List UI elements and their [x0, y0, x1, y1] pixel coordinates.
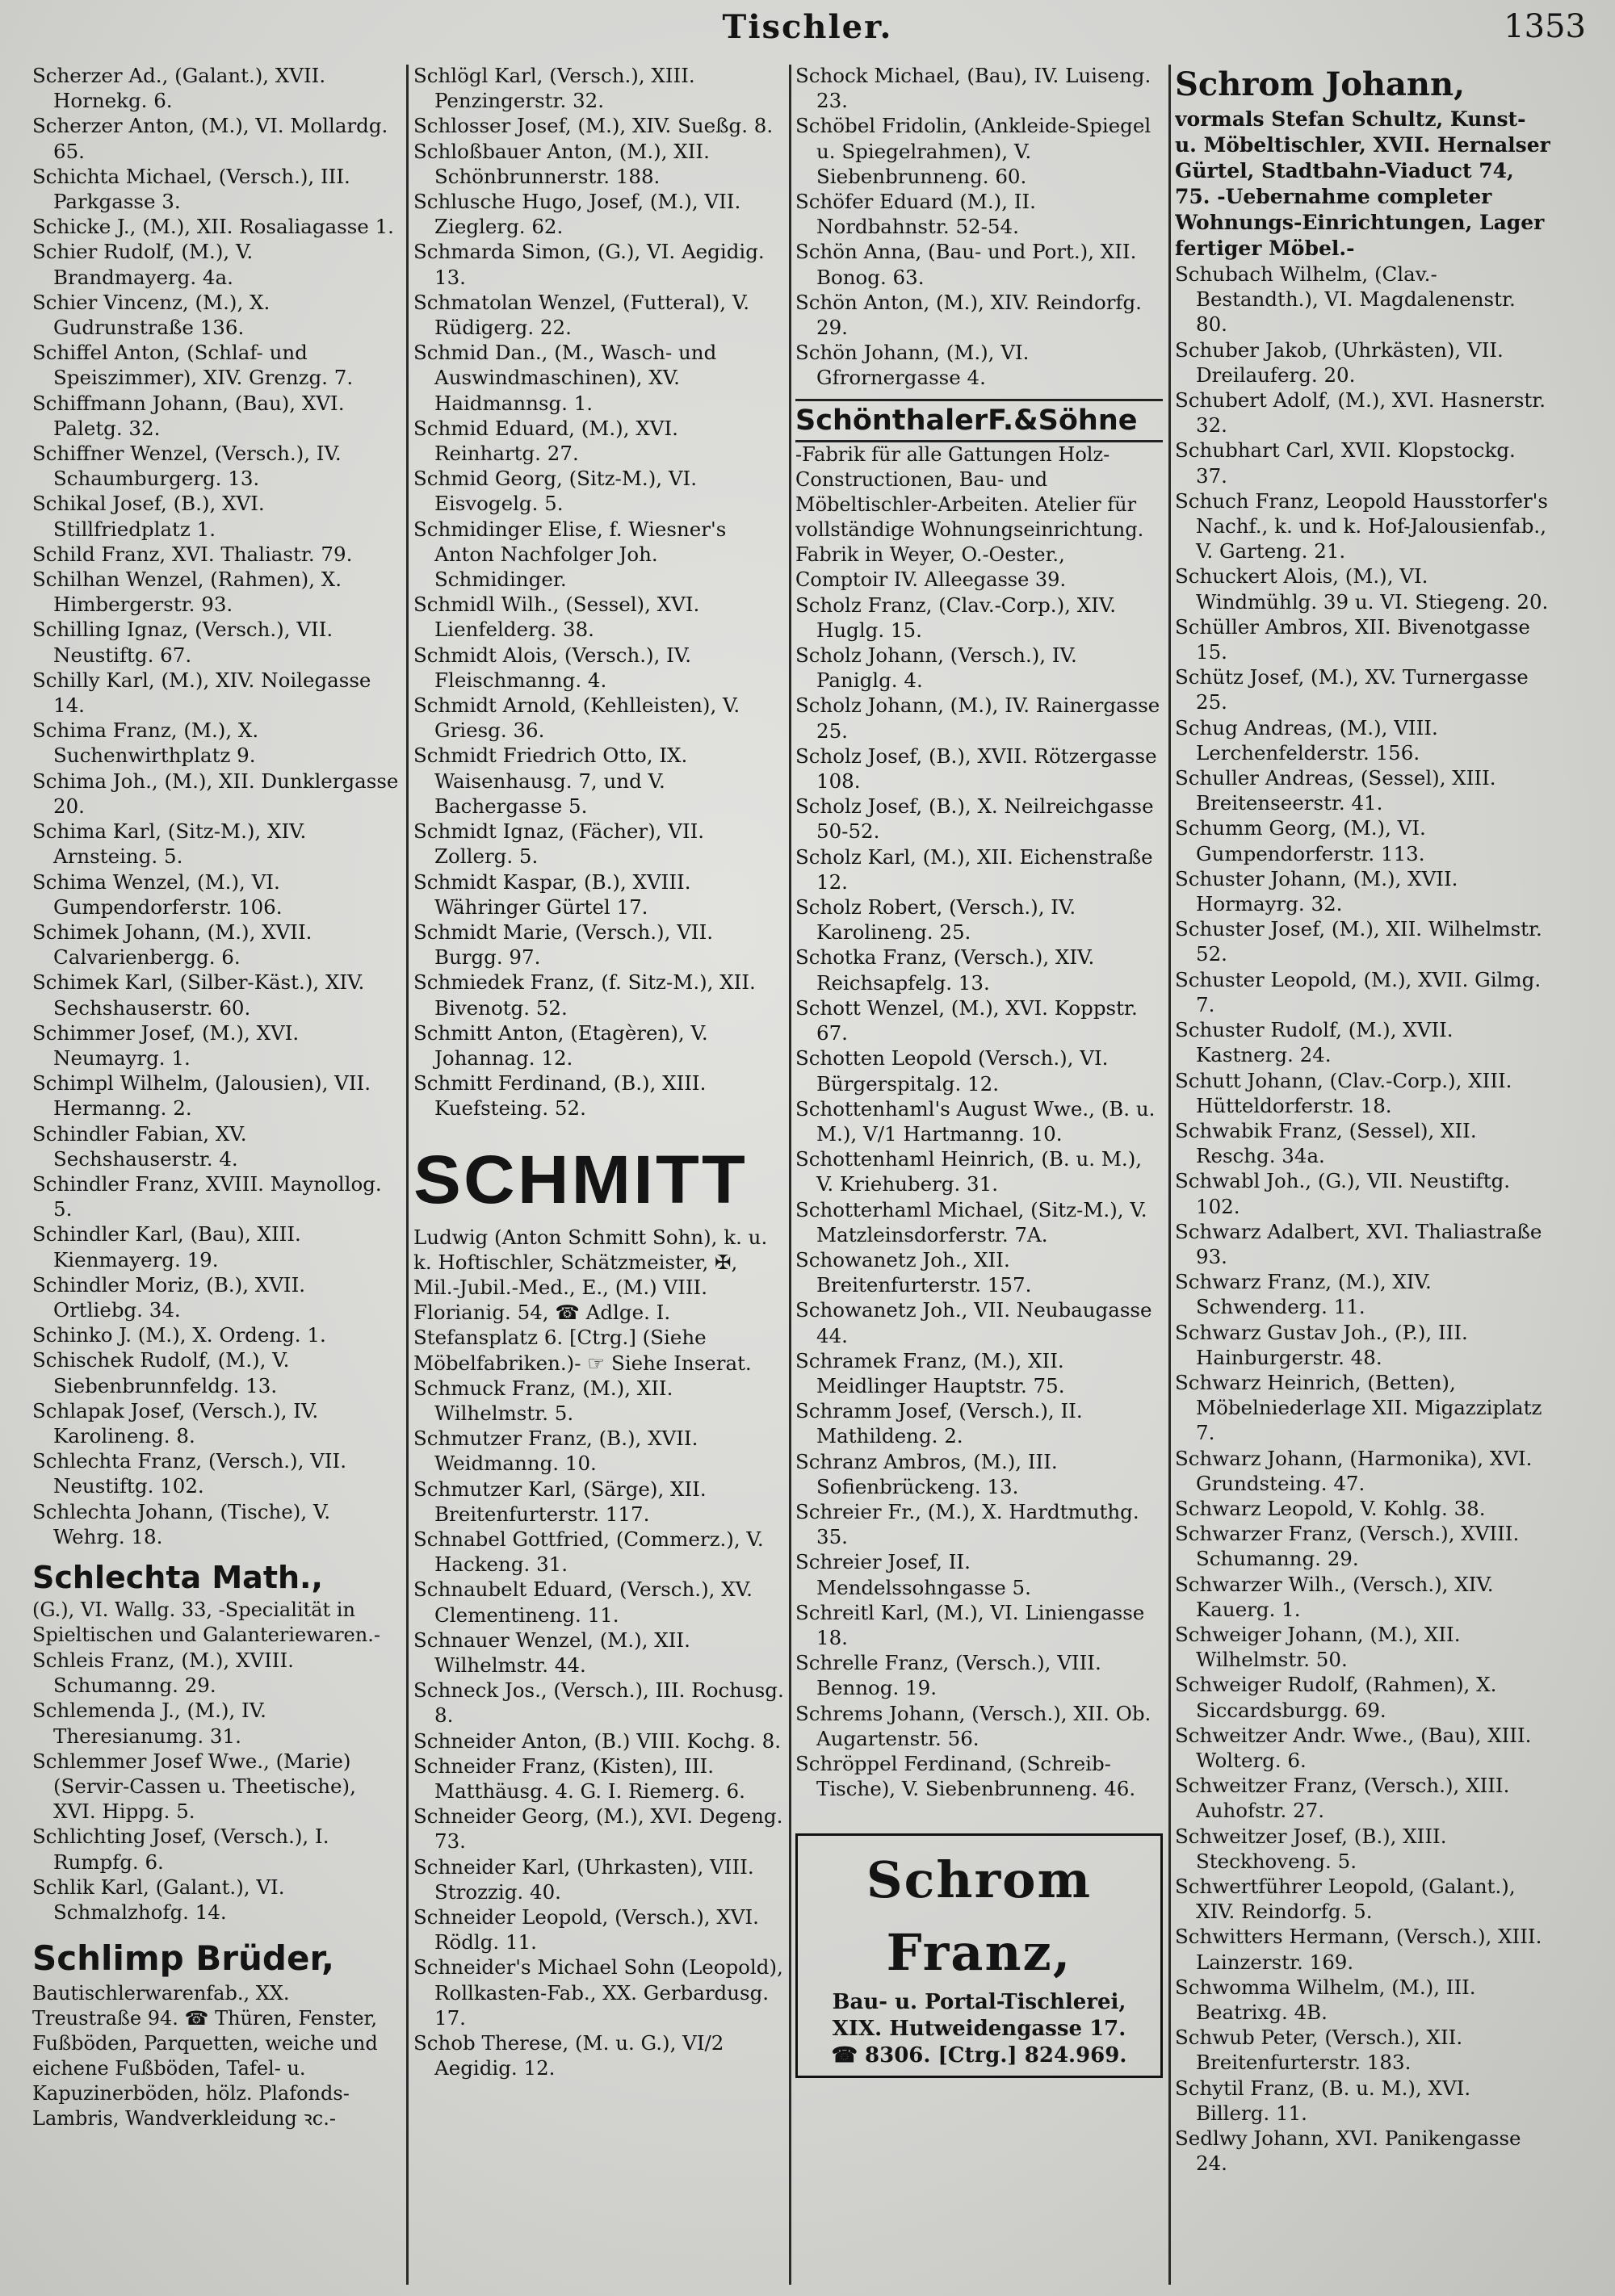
- directory-entry: Schlögl Karl, (Versch.), XIII. Penzingerstr. 32.: [413, 64, 695, 113]
- directory-entry: Scholz Johann, (Versch.), IV. Paniglg. 4.: [795, 643, 1077, 693]
- directory-entry: Schwertführer Leopold, (Galant.), XIV. Reindorfg. 5.: [1175, 1875, 1516, 1924]
- directory-entry: Scholz Josef, (B.), XVII. Rötzergasse 108.: [795, 744, 1157, 794]
- directory-entry: Schuster Leopold, (M.), XVII. Gilmg. 7.: [1175, 967, 1542, 1016]
- directory-entry: Schiffel Anton, (Schlaf- und Speiszimmer), XIV. Grenzg. 7.: [32, 341, 354, 390]
- directory-entry: Schweiger Rudolf, (Rahmen), X. Siccardsburgg. 69.: [1175, 1673, 1497, 1722]
- advert-text: vormals Stefan Schultz, Kunst- u. Möbeltischler, XVII. Hernalser Gürtel, Stadtbahn-Viaduct 74, 75. -Uebernahme completer Wohnungs-Einrichtungen, Lager fertiger Möbel.-: [1175, 107, 1550, 260]
- directory-entry: Schmatolan Wenzel, (Futteral), V. Rüdigerg. 22.: [413, 290, 750, 340]
- advert-schlimp: [32, 1936, 400, 2131]
- directory-entry: Schlemenda J., (M.), IV. Theresianumg. 31.: [32, 1699, 266, 1748]
- column-divider: [789, 65, 791, 2285]
- directory-entry: Schmidt Arnold, (Kehlleisten), V. Griesg. 36.: [413, 693, 740, 743]
- directory-entry: Schmidt Friedrich Otto, IX. Waisenhausg. 7, und V. Bachergasse 5.: [413, 744, 688, 818]
- directory-entry: Schuller Andreas, (Sessel), XIII. Breitenseerstr. 41.: [1175, 766, 1496, 815]
- directory-entry: Schröppel Ferdinand, (Schreib-Tische), V. Siebenbrunneng. 46.: [795, 1751, 1136, 1801]
- directory-entry: Schmidt Marie, (Versch.), VII. Burgg. 97.: [413, 920, 714, 970]
- directory-entry: Schilly Karl, (M.), XIV. Noilegasse 14.: [32, 668, 371, 718]
- directory-entry: Schramek Franz, (M.), XII. Meidlinger Hauptstr. 75.: [795, 1348, 1065, 1397]
- directory-entry: Schier Rudolf, (M.), V. Brandmayerg. 4a.: [32, 240, 254, 289]
- directory-entry: Schwarzer Wilh., (Versch.), XIV. Kauerg. 1.: [1175, 1572, 1494, 1621]
- advert-schrom-johann: [1175, 63, 1550, 262]
- directory-entry: Scholz Johann, (M.), IV. Rainergasse 25.: [795, 693, 1160, 743]
- directory-entry: Schneider Karl, (Uhrkasten), VIII. Strozzig. 40.: [413, 1854, 754, 1904]
- directory-entry: Schmiedek Franz, (f. Sitz-M.), XII. Bivenotg. 52.: [413, 970, 756, 1020]
- directory-entry: Schlusche Hugo, Josef, (M.), VII. Zieglerg. 62.: [413, 190, 741, 239]
- directory-entry: Schindler Franz, XVIII. Maynollog. 5.: [32, 1171, 382, 1221]
- column-3: [795, 63, 1163, 2275]
- directory-entry: Schubert Adolf, (M.), XVI. Hasnerstr. 32.: [1175, 388, 1546, 438]
- page-title: Tischler.: [722, 8, 893, 46]
- directory-entry: Schotten Leopold (Versch.), VI. Bürgerspitalg. 12.: [795, 1046, 1109, 1096]
- column-divider: [1168, 65, 1171, 2285]
- directory-entry: Schubach Wilhelm, (Clav.-Bestandth.), VI. Magdalenenstr. 80.: [1175, 262, 1516, 337]
- directory-entry: Schramm Josef, (Versch.), II. Mathildeng. 2.: [795, 1399, 1083, 1448]
- directory-entry: Schilhan Wenzel, (Rahmen), X. Himbergerstr. 93.: [32, 568, 342, 617]
- advert-schlechta: [32, 1557, 400, 1648]
- directory-entry: Schön Anna, (Bau- und Port.), XII. Bonog. 63.: [795, 240, 1137, 289]
- entry-list: [413, 1376, 785, 2081]
- directory-entry: Schowanetz Joh., XII. Breitenfurterstr. 157.: [795, 1247, 1032, 1297]
- directory-entry: Schmidt Kaspar, (B.), XVIII. Währinger Gürtel 17.: [413, 869, 691, 919]
- directory-entry: Schmutzer Karl, (Särge), XII. Breitenfurterstr. 117.: [413, 1477, 707, 1526]
- advert-heading: SchönthalerF.&Söhne: [795, 399, 1163, 442]
- directory-entry: Schima Joh., (M.), XII. Dunklergasse 20.: [32, 769, 399, 818]
- directory-entry: Scholz Karl, (M.), XII. Eichenstraße 12.: [795, 844, 1153, 894]
- directory-entry: Scholz Robert, (Versch.), IV. Karolineng. 25.: [795, 895, 1076, 945]
- directory-entry: Schott Wenzel, (M.), XVI. Koppstr. 67.: [795, 995, 1138, 1045]
- directory-entry: Schleis Franz, (M.), XVIII. Schumanng. 29.: [32, 1648, 294, 1698]
- directory-entry: Schweiger Johann, (M.), XII. Wilhelmstr. 50.: [1175, 1622, 1461, 1672]
- directory-entry: Schlechta Johann, (Tische), V. Wehrg. 18.: [32, 1499, 331, 1548]
- directory-entry: Schwarz Franz, (M.), XIV. Schwenderg. 11.: [1175, 1270, 1432, 1319]
- entry-list: [32, 63, 400, 1549]
- advert-heading: Schrom Johann,: [1175, 65, 1466, 103]
- directory-entry: Schlechta Franz, (Versch.), VII. Neustiftg. 102.: [32, 1449, 346, 1498]
- directory-entry: Schmidl Wilh., (Sessel), XVI. Lienfelderg. 38.: [413, 593, 700, 642]
- directory-entry: Schneck Jos., (Versch.), III. Rochusg. 8.: [413, 1678, 784, 1728]
- directory-entry: Schiffner Wenzel, (Versch.), IV. Schaumburgerg. 13.: [32, 442, 342, 491]
- directory-entry: Schön Anton, (M.), XIV. Reindorfg. 29.: [795, 290, 1142, 340]
- advert-line: XIX. Hutweidengasse 17.: [832, 2017, 1126, 2042]
- directory-entry: Schöbel Fridolin, (Ankleide-Spiegel u. Spiegelrahmen), V. Siebenbrunneng. 60.: [795, 114, 1151, 188]
- directory-entry: Schob Therese, (M. u. G.), VI/2 Aegidig. 12.: [413, 2031, 724, 2080]
- directory-entry: Schuster Johann, (M.), XVII. Hormayrg. 32.: [1175, 866, 1458, 916]
- directory-entry: Schwarz Johann, (Harmonika), XVI. Grundsteing. 47.: [1175, 1446, 1533, 1495]
- directory-entry: Schubhart Carl, XVII. Klopstockg. 37.: [1175, 438, 1516, 488]
- directory-entry: Schwabik Franz, (Sessel), XII. Reschg. 34a.: [1175, 1118, 1477, 1168]
- directory-entry: Schmidt Alois, (Versch.), IV. Fleischmanng. 4.: [413, 643, 692, 692]
- directory-entry: Schwabl Joh., (G.), VII. Neustiftg. 102.: [1175, 1169, 1511, 1218]
- directory-entry: Schikal Josef, (B.), XVI. Stillfriedplatz 1.: [32, 492, 265, 541]
- directory-entry: Schütz Josef, (M.), XV. Turnergasse 25.: [1175, 665, 1529, 714]
- directory-entry: Schmitt Ferdinand, (B.), XIII. Kuefsteing. 52.: [413, 1071, 707, 1121]
- directory-entry: Schotka Franz, (Versch.), XIV. Reichsapfelg. 13.: [795, 945, 1095, 995]
- directory-entry: Schimmer Josef, (M.), XVI. Neumayrg. 1.: [32, 1020, 300, 1070]
- directory-entry: Schnauer Wenzel, (M.), XII. Wilhelmstr. 44.: [413, 1628, 690, 1677]
- directory-entry: Schock Michael, (Bau), IV. Luiseng. 23.: [795, 64, 1151, 113]
- directory-entry: Schima Karl, (Sitz-M.), XIV. Arnsteing. 5.: [32, 819, 307, 869]
- directory-entry: Schloßbauer Anton, (M.), XII. Schönbrunnerstr. 188.: [413, 139, 710, 188]
- directory-entry: Schranz Ambros, (M.), III. Sofienbrückeng. 13.: [795, 1449, 1058, 1498]
- directory-entry: Scherzer Ad., (Galant.), XVII. Hornekg. 6.: [32, 64, 326, 113]
- directory-entry: Schüller Ambros, XII. Bivenotgasse 15.: [1175, 614, 1530, 664]
- directory-entry: Schlapak Josef, (Versch.), IV. Karolineng. 8.: [32, 1398, 319, 1448]
- entry-list: [1175, 262, 1550, 2176]
- directory-entry: Schiffmann Johann, (Bau), XVI. Paletg. 32.: [32, 391, 345, 440]
- advert-heading: Schlimp Brüder,: [32, 1938, 334, 1979]
- directory-entry: Schmid Eduard, (M.), XVI. Reinhartg. 27.: [413, 416, 678, 466]
- column-2: [413, 63, 785, 2275]
- directory-entry: Schreitl Karl, (M.), VI. Liniengasse 18.: [795, 1600, 1145, 1649]
- directory-entry: Schischek Rudolf, (M.), V. Siebenbrunnfeldg. 13.: [32, 1348, 290, 1397]
- column-4: [1175, 63, 1550, 2275]
- directory-entry: Schmutzer Franz, (B.), XVII. Weidmanng. 10.: [413, 1427, 698, 1476]
- directory-entry: Schinko J. (M.), X. Ordeng. 1.: [32, 1323, 326, 1347]
- directory-entry: Schmitt Anton, (Etagèren), V. Johannag. 12.: [413, 1020, 708, 1070]
- column-divider: [406, 65, 409, 2285]
- directory-entry: Schmarda Simon, (G.), VI. Aegidig. 13.: [413, 240, 765, 289]
- directory-entry: Schmid Dan., (M., Wasch- und Auswindmaschinen), XV. Haidmannsg. 1.: [413, 341, 717, 415]
- directory-entry: Schweitzer Franz, (Versch.), XIII. Auhofstr. 27.: [1175, 1774, 1510, 1823]
- entry-list: [413, 63, 785, 1121]
- directory-entry: Schwomma Wilhelm, (M.), III. Beatrixg. 4B.: [1175, 1975, 1476, 2025]
- directory-entry: Schmuck Franz, (M.), XII. Wilhelmstr. 5.: [413, 1376, 673, 1425]
- directory-entry: Schmidinger Elise, f. Wiesner's Anton Nachfolger Joh. Schmidinger.: [413, 517, 727, 592]
- directory-entry: Schytil Franz, (B. u. M.), XVI. Billerg. 11.: [1175, 2076, 1471, 2125]
- advert-heading: Schrom Franz,: [866, 1850, 1093, 1983]
- advert-text: Ludwig (Anton Schmitt Sohn), k. u. k. Hoftischler, Schätzmeister, ✠, Mil.-Jubil.-Med., E., (M.) VIII. Florianig. 54, ☎ Adlge. I. Stefansplatz 6. [Ctrg.] (Siehe Möbelfabriken.)- ☞ Siehe Inserat.: [413, 1225, 768, 1375]
- directory-entry: Schneider's Michael Sohn (Leopold), Rollkasten-Fab., XX. Gerbardusg. 17.: [413, 1955, 783, 2030]
- entry-list: [795, 63, 1163, 391]
- directory-entry: Schimek Karl, (Silber-Käst.), XIV. Sechshauserstr. 60.: [32, 970, 365, 1020]
- directory-entry: Schumm Georg, (M.), VI. Gumpendorferstr. 113.: [1175, 816, 1426, 865]
- directory-entry: Schnaubelt Eduard, (Versch.), XV. Clementineng. 11.: [413, 1577, 753, 1627]
- directory-entry: Schuckert Alois, (M.), VI. Windmühlg. 39 u. VI. Stiegeng. 20.: [1175, 564, 1549, 614]
- advert-text: Bautischlerwarenfab., XX. Treustraße 94. ☎ Thüren, Fenster, Fußböden, Parquetten, weiche und eichene Fußböden, Tafel- u. Kapuzinerböden, hölz. Plafonds-Lambris, Wandverkleidung ꝛc.-: [32, 1982, 378, 2131]
- page-number: 1353: [1504, 8, 1586, 45]
- directory-entry: Schowanetz Joh., VII. Neubaugasse 44.: [795, 1298, 1152, 1347]
- directory-entry: Schima Franz, (M.), X. Suchenwirthplatz 9.: [32, 719, 259, 768]
- advert-schrom-franz: [795, 1833, 1163, 2078]
- directory-entry: Schindler Moriz, (B.), XVII. Ortliebg. 34.: [32, 1272, 306, 1322]
- advert-text: (G.), VI. Wallg. 33, -Specialität in Spieltischen und Galanteriewaren.-: [32, 1598, 380, 1646]
- directory-entry: Schweitzer Josef, (B.), XIII. Steckhoveng. 5.: [1175, 1824, 1447, 1873]
- directory-entry: Schwub Peter, (Versch.), XII. Breitenfurterstr. 183.: [1175, 2026, 1463, 2075]
- directory-entry: Schneider Franz, (Kisten), III. Matthäusg. 4. G. I. Riemerg. 6.: [413, 1753, 745, 1803]
- directory-entry: Sedlwy Johann, XVI. Panikengasse 24.: [1175, 2126, 1521, 2176]
- directory-entry: Schnabel Gottfried, (Commerz.), V. Hackeng. 31.: [413, 1527, 764, 1577]
- directory-entry: Schutt Johann, (Clav.-Corp.), XIII. Hütteldorferstr. 18.: [1175, 1068, 1512, 1117]
- advert-schmitt: [413, 1139, 785, 1376]
- directory-entry: Schön Johann, (M.), VI. Gfrornergasse 4.: [795, 341, 1030, 390]
- directory-entry: Schottenhaml Heinrich, (B. u. M.), V. Kriehuberg. 31.: [795, 1147, 1143, 1196]
- advert-heading: Schlechta Math.,: [32, 1559, 323, 1595]
- directory-entry: Schild Franz, XVI. Thaliastr. 79.: [32, 542, 353, 566]
- directory-entry: Schuster Rudolf, (M.), XVII. Kastnerg. 24.: [1175, 1018, 1454, 1067]
- directory-entry: Schwitters Hermann, (Versch.), XIII. Lainzerstr. 169.: [1175, 1925, 1542, 1974]
- directory-entry: Schindler Karl, (Bau), XIII. Kienmayerg. 19.: [32, 1222, 301, 1272]
- directory-entry: Schimek Johann, (M.), XVII. Calvarienbergg. 6.: [32, 920, 313, 970]
- directory-entry: Schneider Leopold, (Versch.), XVI. Rödlg. 11.: [413, 1905, 759, 1955]
- directory-entry: Schicke J., (M.), XII. Rosaliagasse 1.: [32, 215, 394, 239]
- directory-entry: Schimpl Wilhelm, (Jalousien), VII. Hermanng. 2.: [32, 1071, 371, 1121]
- directory-entry: Schrelle Franz, (Versch.), VIII. Bennog. 19.: [795, 1651, 1101, 1700]
- directory-entry: Schneider Georg, (M.), XVI. Degeng. 73.: [413, 1804, 783, 1854]
- advert-schoenthaler: [795, 399, 1163, 593]
- entry-list: [32, 1648, 400, 1925]
- directory-entry: Schindler Fabian, XV. Sechshauserstr. 4.: [32, 1121, 247, 1171]
- directory-entry: Schima Wenzel, (M.), VI. Gumpendorferstr. 106.: [32, 869, 283, 919]
- directory-entry: Schuster Josef, (M.), XII. Wilhelmstr. 52.: [1175, 917, 1542, 966]
- directory-entry: Schwarzer Franz, (Versch.), XVIII. Schumanng. 29.: [1175, 1522, 1520, 1571]
- directory-entry: Schwarz Gustav Joh., (P.), III. Hainburgerstr. 48.: [1175, 1320, 1468, 1369]
- directory-entry: Schug Andreas, (M.), VIII. Lerchenfelderstr. 156.: [1175, 715, 1438, 765]
- directory-entry: Scherzer Anton, (M.), VI. Mollardg. 65.: [32, 114, 388, 163]
- advert-line: Bau- u. Portal-Tischlerei,: [832, 1990, 1126, 2015]
- directory-entry: Schotterhaml Michael, (Sitz-M.), V. Matzleinsdorferstr. 7A.: [795, 1197, 1147, 1246]
- column-1: [32, 63, 400, 2275]
- directory-entry: Schottenhaml's August Wwe., (B. u. M.), V/1 Hartmanng. 10.: [795, 1096, 1156, 1146]
- directory-entry: Schlosser Josef, (M.), XIV. Sueßg. 8.: [413, 114, 774, 138]
- directory-entry: Schuber Jakob, (Uhrkästen), VII. Dreilauferg. 20.: [1175, 337, 1504, 387]
- directory-entry: Schneider Anton, (B.) VIII. Kochg. 8.: [413, 1728, 782, 1753]
- directory-entry: Schlichting Josef, (Versch.), I. Rumpfg. 6.: [32, 1825, 329, 1874]
- directory-entry: Schlemmer Josef Wwe., (Marie)(Servir-Cassen u. Theetische), XVI. Hippg. 5.: [32, 1749, 356, 1824]
- directory-entry: Schöfer Eduard (M.), II. Nordbahnstr. 52-54.: [795, 190, 1036, 239]
- directory-entry: Schweitzer Andr. Wwe., (Bau), XIII. Wolterg. 6.: [1175, 1723, 1532, 1772]
- directory-entry: Schmid Georg, (Sitz-M.), VI. Eisvogelg. 5.: [413, 467, 697, 516]
- directory-entry: Schichta Michael, (Versch.), III. Parkgasse 3.: [32, 164, 350, 214]
- entry-list: [795, 593, 1163, 1802]
- directory-entry: Schier Vincenz, (M.), X. Gudrunstraße 136.: [32, 290, 271, 340]
- directory-entry: Schilling Ignaz, (Versch.), VII. Neustiftg. 67.: [32, 618, 333, 667]
- page-header: [0, 0, 1615, 47]
- directory-entry: Schwarz Leopold, V. Kohlg. 38.: [1175, 1496, 1486, 1520]
- advert-heading: SCHMITT: [413, 1141, 749, 1217]
- directory-entry: Schlik Karl, (Galant.), VI. Schmalzhofg. 14.: [32, 1875, 285, 1925]
- directory-entry: Schmidt Ignaz, (Fächer), VII. Zollerg. 5.: [413, 819, 705, 869]
- directory-entry: Schwarz Heinrich, (Betten), Möbelniederlage XII. Migazziplatz 7.: [1175, 1370, 1542, 1445]
- directory-entry: Schuch Franz, Leopold Hausstorfer's Nachf., k. und k. Hof-Jalousienfab., V. Garteng. 21.: [1175, 488, 1548, 564]
- directory-entry: Schwarz Adalbert, XVI. Thaliastraße 93.: [1175, 1219, 1542, 1268]
- directory-entry: Schreier Fr., (M.), X. Hardtmuthg. 35.: [795, 1499, 1139, 1549]
- directory-entry: Schrems Johann, (Versch.), XII. Ob. Augartenstr. 56.: [795, 1701, 1151, 1750]
- advert-line: ☎ 8306. [Ctrg.] 824.969.: [831, 2043, 1127, 2068]
- directory-entry: Schreier Josef, II. Mendelssohngasse 5.: [795, 1550, 1031, 1599]
- directory-entry: Scholz Josef, (B.), X. Neilreichgasse 50-52.: [795, 794, 1154, 844]
- directory-entry: Scholz Franz, (Clav.-Corp.), XIV. Huglg. 15.: [795, 593, 1117, 642]
- advert-text: -Fabrik für alle Gattungen Holz-Constructionen, Bau- und Möbeltischler-Arbeiten. Atelier für vollständige Wohnungseinrichtung. Fabrik in Weyer, O.-Oester., Comptoir IV. Alleegasse 39.: [795, 442, 1144, 591]
